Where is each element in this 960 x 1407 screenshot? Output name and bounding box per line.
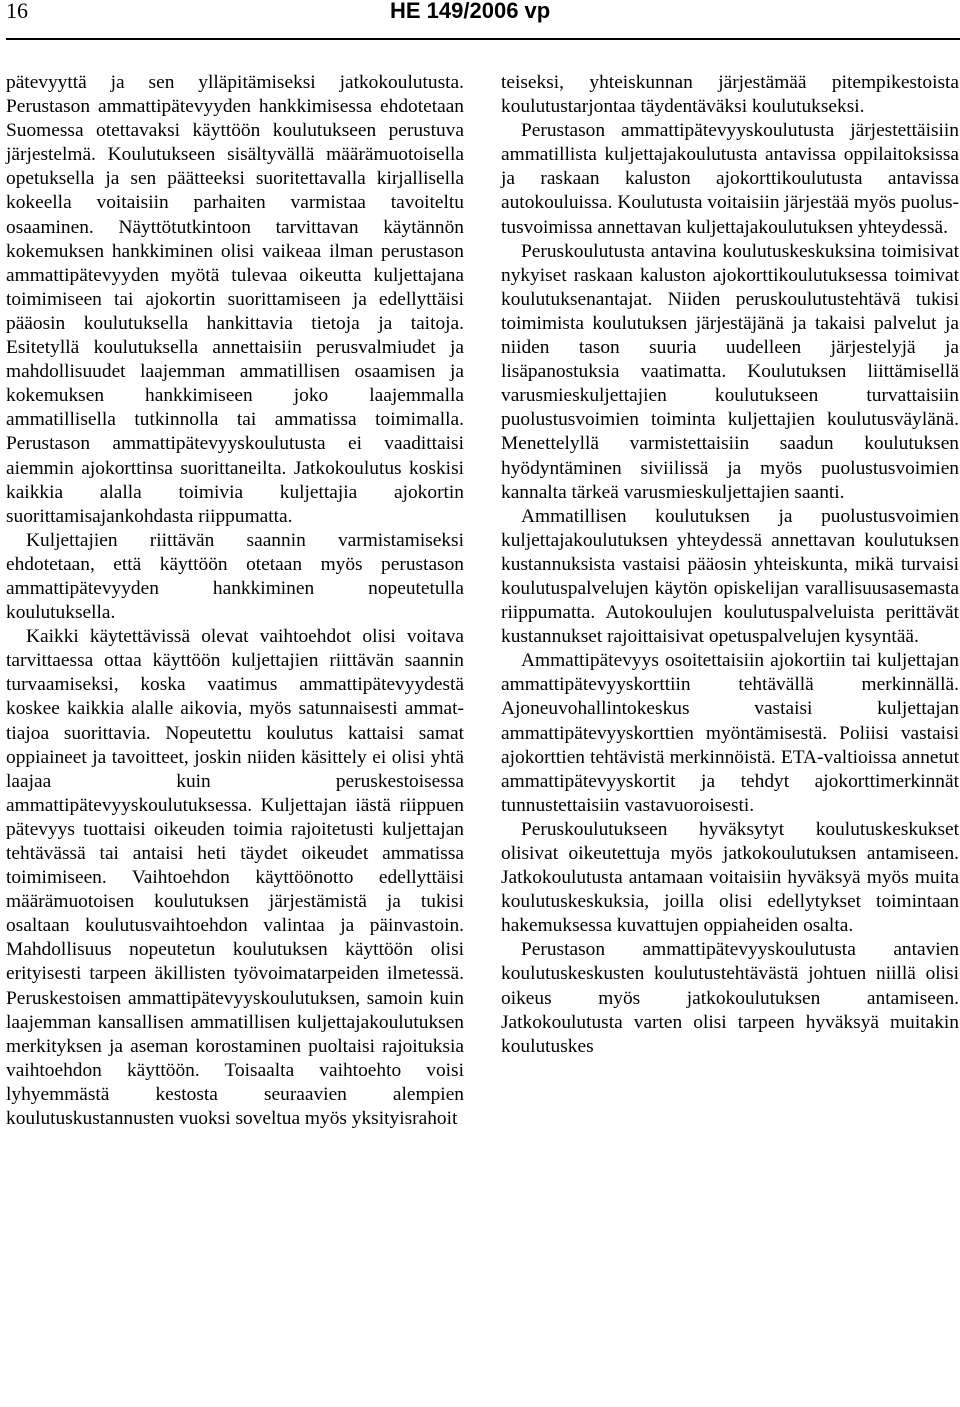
paragraph: Peruskoulutusta antavina koulutuskeskuksina toimisivat nykyiset raskaan kaluston ajokorttikoulutuksessa toimivat koulutuksenantajat. Niiden peruskoulutustehtävä tukisi toimimista koulutuksen järjestäjänä ja takaisi palvelut ja niiden tason suuria uudelleen järjestelyjä ja lisäpanostuksia vaatimatta. Koulutuksen liittämisellä varusmieskuljettajien koulutukseen turvattaisiin puolustusvoimien toiminta kuljettajien koulutusväylänä. Menettelyllä varmistettaisiin saadun koulutuksen hyödyntäminen siviilissä ja myös puolustusvoimien kannalta tärkeä varusmieskuljettajien saanti.	[501, 240, 959, 503]
paragraph: Perustason ammattipätevyyskoulutusta järjestettäisiin ammatillista kuljettajakoulutusta antavissa oppilaitoksissa ja raskaan kaluston ajokorttikoulutusta antavissa autokouluissa. Koulutusta voitaisiin järjestää myös puolustusvoimissa annettavan kuljettajakoulutuksen yhteydessä.	[501, 120, 959, 238]
paragraph: Ammatillisen koulutuksen ja puolustusvoimien kuljettajakoulutuksen yhteydessä annettavan koulutuksen kustannuksista vastaisi pääosin yhteiskunta, mikä turvaisi koulutuspalvelujen käytön opiskelijan varallisuusasemasta riippumatta. Autokoulujen koulutuspalveluista perittävät kustannukset rajoittaisivat opetuspalvelujen kysyntää.	[501, 505, 959, 648]
paragraph: Perustason ammattipätevyyskoulutusta antavien koulutuskeskusten koulutustehtävästä johtuen niillä olisi oikeus myös jatkokoulutuksen antamiseen. Jatkokoulutusta varten olisi tarpeen hyväksyä muitakin koulutuskes	[501, 939, 959, 1057]
paragraph: Kuljettajien riittävän saannin varmistamiseksi ehdotetaan, että käyttöön otetaan myös perustason ammattipätevyyden hankkiminen nopeutetulla koulutuksella.	[6, 529, 464, 624]
right-column	[501, 71, 959, 1059]
header-rule	[6, 38, 960, 40]
paragraph: pätevyyttä ja sen ylläpitämiseksi jatkokoulutusta. Perustason ammattipätevyyden hankkimisessa ehdotetaan Suomessa otettavaksi käyttöön koulutukseen perustuva järjestelmä. Koulutukseen sisältyvällä määrämuotoisella opetuksella ja sen päätteeksi suoritettavalla kirjallisella kokeella voitaisiin parhaiten varmistaa tavoiteltu osaaminen. Näyttötutkintoon tarvittavan käytännön kokemuksen hankkiminen olisi vaikeaa ilman perustason ammattipätevyyden myötä tulevaa oikeutta kuljettajana toimimiseen tai ajokortin suorittamiseen ja edellyttäisi pääosin koulutuksella hankittavia tietoja ja taitoja. Esitetyllä koulutuksella annettaisiin perusvalmiudet ja mahdollisuudet laajemman ammatillisen osaamisen ja kokemuksen hankkimiseen joko laajemmalla ammatillisella tutkinnolla tai ammatissa toimimalla. Perustason ammattipätevyyskoulutusta ei vaadittaisi aiemmin ajokorttinsa suorittaneilta. Jatkokoulutus koskisi kaikkia alalla toimivia kuljettajia ajokortin suorittamisajankohdasta riippumatta.	[6, 72, 464, 527]
page-number: 16	[6, 0, 28, 23]
paragraph: Peruskoulutukseen hyväksytyt koulutuskeskukset olisivat oikeutettuja myös jatkokoulutuksen antamiseen. Jatkokoulutusta antamaan voitaisiin hyväksyä myös muita koulutuskeskuksia, joilla olisi edellytykset toimintaan hakemuksessa kuvattujen oppiaheiden osalta.	[501, 818, 959, 937]
document-id: HE 149/2006 vp	[390, 0, 551, 23]
left-column	[6, 71, 464, 1131]
paragraph: Ammattipätevyys osoitettaisiin ajokortiin tai kuljettajan ammattipätevyyskorttiin tehtävällä merkinnällä. Ajoneuvohallintokeskus vastaisi kuljettajan ammattipätevyyskorttien myöntämisestä. Poliisi vastaisi ajokorttien tehtävistä merkinnöistä. ETA-valtioissa annetut ammattipätevyyskortit ja tehdyt ajokorttimerkinnät tunnustettaisiin vastavuoroisesti.	[501, 650, 959, 816]
paragraph: teiseksi, yhteiskunnan järjestämää pitempikestoista koulutustarjontaa täydentäväksi koulutukseksi.	[501, 72, 959, 118]
paragraph: Kaikki käytettävissä olevat vaihtoehdot olisi voitava tarvittaessa ottaa käyttöön kuljettajien riittävän saannin turvaamiseksi, koska vaatimus ammattipätevyydestä koskee kaikkia alalle aikovia, myös satunnaisesti ammattiajoa suorittavia. Nopeutettu koulutus kattaisi samat oppiaineet ja tavoitteet, joskin niiden käsittely ei olisi yhtä laajaa kuin peruskestoisessa ammattipätevyyskoulutuksessa. Kuljettajan iästä riippuen pätevyys tuottaisi oikeuden toimia rajoitetusti kuljettajan tehtävässä tai antaisi heti täydet oikeudet ammatissa toimimiseen. Vaihtoehdon käyttöönotto edellyttäisi määrämuotoisen koulutuksen järjestämistä ja tukisi osaltaan koulutusvaihtoehdon valintaa ja päinvastoin. Mahdollisuus nopeutetun koulutuksen käyttöön olisi erityisesti tarpeen äkillisten työvoimatarpeiden ilmetessä. Peruskestoisen ammattipätevyyskoulutuksen, samoin kuin laajemman kansallisen ammatillisen kuljettajakoulutuksen merkityksen ja aseman korostaminen puoltaisi rajoituksia vaihtoehdon käyttöön. Toisaalta vaihtoehto voisi lyhyemmästä kestosta seuraavien alempien koulutuskustannusten vuoksi soveltua myös yksityisrahoit	[6, 626, 464, 1130]
page-header	[0, 0, 960, 46]
